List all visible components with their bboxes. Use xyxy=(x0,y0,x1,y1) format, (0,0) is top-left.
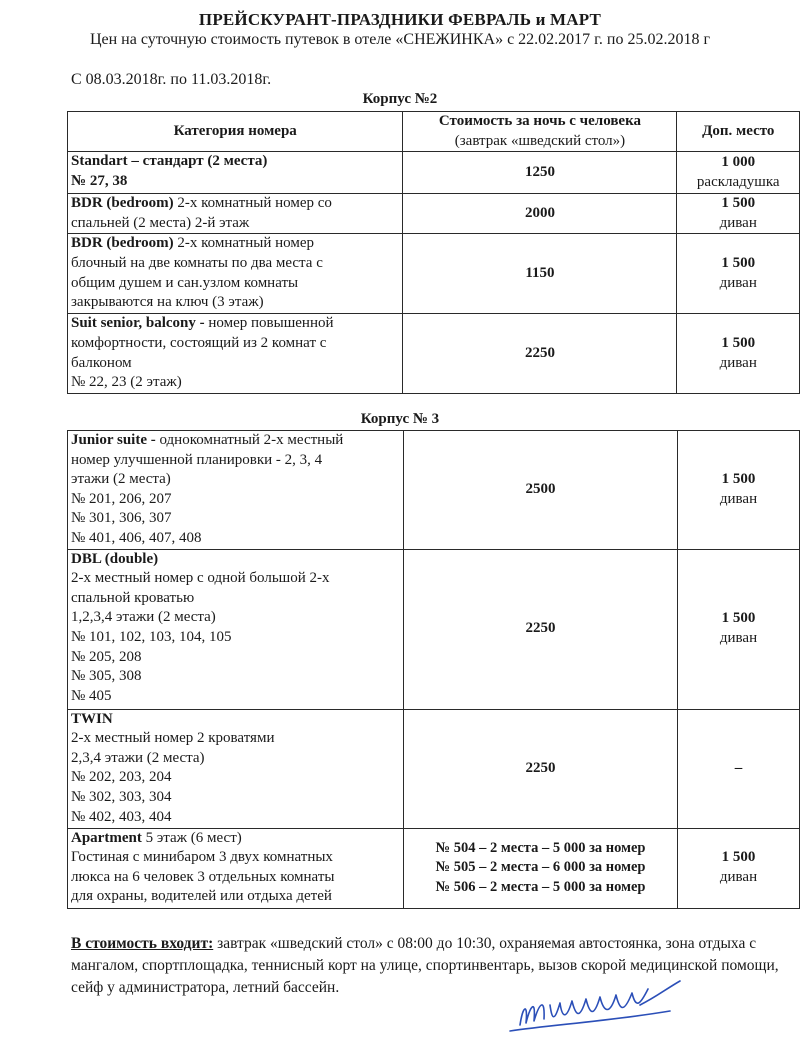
extra-bed xyxy=(677,314,800,394)
table-row xyxy=(68,152,800,194)
room-name: DBL (double) xyxy=(71,550,159,567)
room-name-suffix: номер повышенной xyxy=(204,315,334,332)
room-price: 2500 xyxy=(404,431,678,550)
document-title: ПРЕЙСКУРАНТ-ПРАЗДНИКИ ФЕВРАЛЬ и МАРТ xyxy=(198,10,602,29)
room-desc-line: Гостиная с минибаром 3 двух комнатных xyxy=(71,849,333,866)
room-desc-line: № 22, 23 (2 этаж) xyxy=(71,374,182,391)
room-desc-line: № 301, 306, 307 xyxy=(71,510,172,527)
korpus-3-heading: Корпус № 3 xyxy=(360,411,440,427)
extra-bed xyxy=(678,828,800,908)
room-desc-line: 2,3,4 этажи (2 места) xyxy=(71,749,205,766)
room-name: Apartment xyxy=(71,829,142,846)
room-category xyxy=(68,709,404,828)
table-row xyxy=(68,234,800,314)
extra-type: диван xyxy=(719,630,758,647)
extra-amount: 1 500 xyxy=(721,335,756,352)
room-price: 2250 xyxy=(403,314,677,394)
apartment-prices xyxy=(404,828,678,908)
room-desc-line: № 402, 403, 404 xyxy=(71,808,172,825)
table-row xyxy=(68,314,800,394)
room-price: 1250 xyxy=(403,152,677,194)
korpus-2-table xyxy=(67,111,800,394)
extra-amount: 1 500 xyxy=(721,255,756,272)
room-desc-line: № 202, 203, 204 xyxy=(71,769,172,786)
apartment-price-line: № 506 – 2 места – 5 000 за номер xyxy=(435,878,646,895)
extra-type: диван xyxy=(719,214,757,231)
room-desc-line: этажи (2 места) xyxy=(71,471,171,488)
room-name: TWIN xyxy=(71,710,113,727)
room-name: Suit senior, balcony - xyxy=(71,315,205,332)
korpus-2-heading: Корпус №2 xyxy=(362,91,438,107)
extra-amount: 1 500 xyxy=(721,471,756,488)
room-desc-line: балконом xyxy=(71,354,132,371)
room-desc-line: № 302, 303, 304 xyxy=(71,788,172,805)
header-category: Категория номера xyxy=(68,112,403,152)
extra-bed xyxy=(678,431,800,550)
table-row xyxy=(68,431,800,550)
signature-stroke xyxy=(510,981,680,1031)
room-category xyxy=(68,194,403,234)
extra-bed xyxy=(678,709,800,828)
room-desc-line: общим душем и сан.узлом комнаты xyxy=(71,274,299,291)
room-name-suffix: 2-х комнатный номер xyxy=(173,235,314,252)
room-name: BDR (bedroom) xyxy=(71,195,174,212)
room-desc-line: № 401, 406, 407, 408 xyxy=(71,529,202,546)
included-services-lead: В стоимость входит: xyxy=(71,935,214,952)
room-name: Junior suite - xyxy=(71,432,156,448)
table-row xyxy=(68,709,800,828)
room-desc-line: спальней (2 места) 2-й этаж xyxy=(71,214,250,231)
room-desc-line: № 205, 208 xyxy=(71,648,142,665)
document-subtitle: Цен на суточную стоимость путевок в отеле «СНЕЖИНКА» с 22.02.2017 г. по 25.02.2018 г xyxy=(89,31,711,48)
extra-amount: 1 500 xyxy=(721,849,756,866)
header-extra: Доп. место xyxy=(677,112,800,152)
room-desc-line: № 305, 308 xyxy=(71,668,142,685)
extra-type: диван xyxy=(719,274,757,291)
room-desc-line: люкса на 6 человек 3 отдельных комнаты xyxy=(71,868,335,885)
header-price-label: Стоимость за ночь с человека xyxy=(438,113,641,129)
room-price: 2000 xyxy=(403,194,677,234)
room-name-suffix: 5 этаж (6 мест) xyxy=(141,829,242,846)
extra-bed xyxy=(677,234,800,314)
included-services-text: завтрак «шведский стол» с 08:00 до 10:30, охраняемая автостоянка, зона отдыха с мангалом, спортплощадка, теннисный корт на улице, спортинвентарь, вызов скорой медицинской помощи, сейф у администратора, летний бассейн. xyxy=(71,935,779,996)
header-price-note: (завтрак «шведский стол») xyxy=(454,132,626,149)
room-name: Standart – стандарт (2 места) xyxy=(71,153,268,170)
extra-type: диван xyxy=(719,869,758,886)
extra-type: диван xyxy=(719,490,758,507)
room-price: 1150 xyxy=(403,234,677,314)
table-header-row xyxy=(68,112,800,152)
room-price: 2250 xyxy=(404,709,678,828)
table-row xyxy=(68,828,800,908)
header-price xyxy=(403,112,677,152)
room-category xyxy=(68,234,403,314)
room-category xyxy=(68,828,404,908)
extra-bed xyxy=(677,152,800,194)
table-row xyxy=(68,194,800,234)
room-numbers: № 27, 38 xyxy=(71,172,128,189)
extra-type: раскладушка xyxy=(696,173,780,190)
room-desc-line: комфортности, состоящий из 2 комнат с xyxy=(71,334,327,351)
room-category xyxy=(68,431,404,550)
room-desc-line: блочный на две комнаты по два места с xyxy=(71,254,323,271)
extra-bed xyxy=(677,194,800,234)
room-desc-line: номер улучшенной планировки - 2, 3, 4 xyxy=(71,451,323,468)
room-desc-line: № 405 xyxy=(71,687,112,704)
apartment-price-line: № 505 – 2 места – 6 000 за номер xyxy=(435,859,646,876)
room-desc-line: для охраны, водителей или отдыха детей xyxy=(71,888,332,905)
extra-amount: 1 500 xyxy=(721,610,756,627)
room-desc-line: закрываются на ключ (3 этаж) xyxy=(71,294,264,311)
table-row xyxy=(68,549,800,709)
room-name: BDR (bedroom) xyxy=(71,235,174,252)
date-range: С 08.03.2018г. по 11.03.2018г. xyxy=(71,71,272,88)
room-name-suffix: 2-х комнатный номер со xyxy=(173,195,332,212)
room-price: 2250 xyxy=(404,549,678,709)
extra-type: диван xyxy=(719,354,757,371)
room-desc-line: № 201, 206, 207 xyxy=(71,490,172,507)
room-category xyxy=(68,152,403,194)
extra-bed xyxy=(678,549,800,709)
korpus-3-table xyxy=(67,430,800,909)
room-category xyxy=(68,314,403,394)
apartment-price-line: № 504 – 2 места – 5 000 за номер xyxy=(435,839,646,856)
room-desc-line: спальной кроватью xyxy=(71,589,195,606)
room-desc-line: 1,2,3,4 этажи (2 места) xyxy=(71,609,216,626)
extra-amount: 1 500 xyxy=(721,195,756,212)
extra-amount: 1 000 xyxy=(721,154,756,171)
room-desc-line: 2-х местный номер 2 кроватями xyxy=(71,730,275,747)
signature xyxy=(490,975,700,1045)
room-name-suffix: однокомнатный 2-х местный xyxy=(155,432,344,448)
room-desc-line: 2-х местный номер с одной большой 2-х xyxy=(71,570,330,587)
room-category xyxy=(68,549,404,709)
room-desc-line: № 101, 102, 103, 104, 105 xyxy=(71,628,232,645)
extra-amount: – xyxy=(734,759,743,776)
